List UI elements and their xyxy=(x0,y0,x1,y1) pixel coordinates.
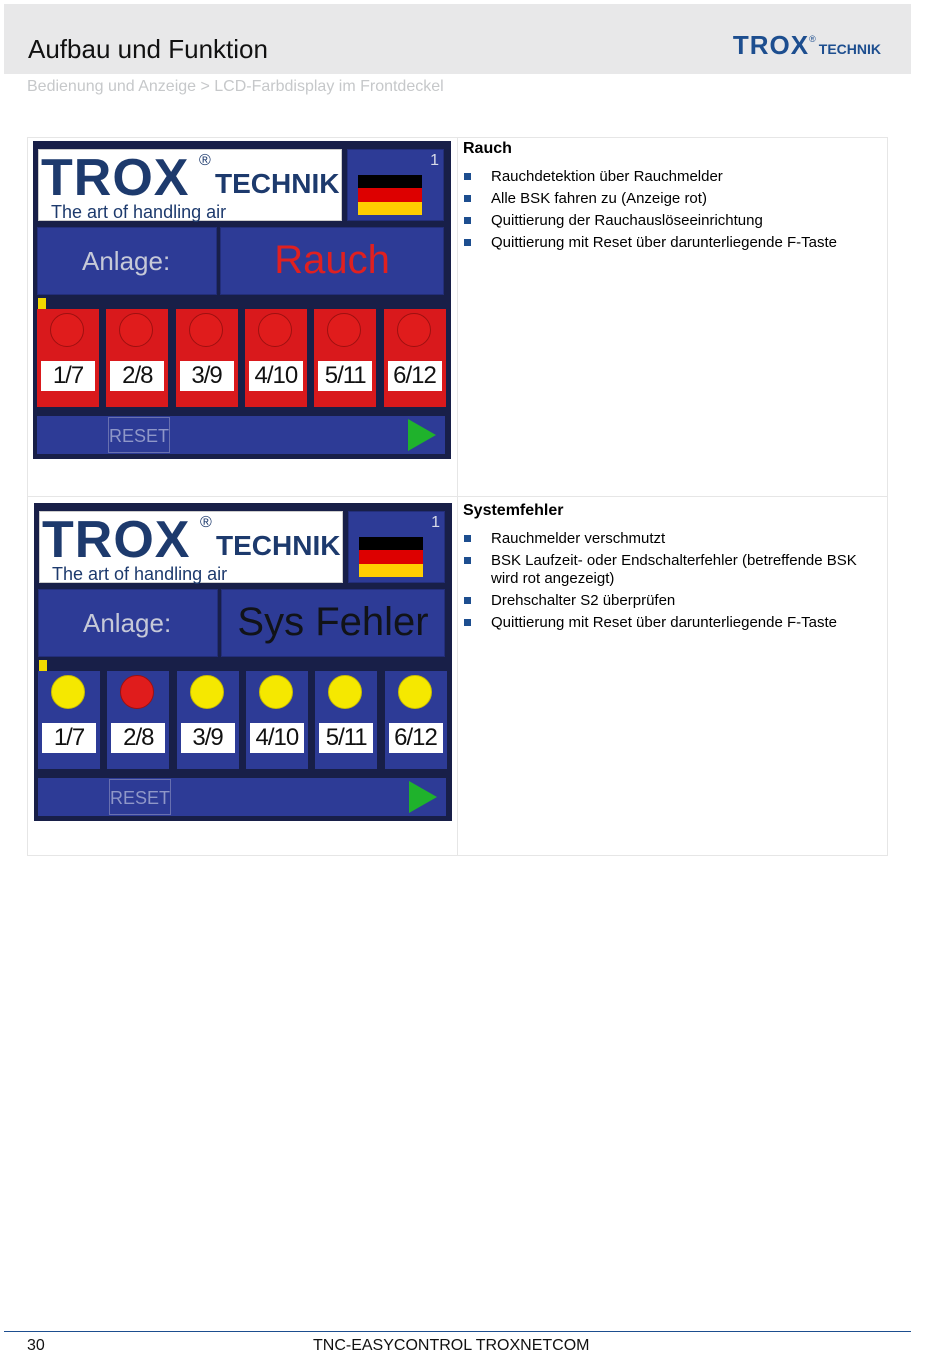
list-item xyxy=(463,530,883,548)
description-systemfehler xyxy=(463,502,883,636)
zone-label: 6/12 xyxy=(388,361,442,391)
list-item xyxy=(463,190,883,208)
page-title: Aufbau und Funktion xyxy=(28,34,268,64)
status-lamp-icon xyxy=(327,313,361,347)
logo-technik-text: TECHNIK xyxy=(216,530,341,561)
german-flag-icon xyxy=(359,537,423,577)
zone-tile[interactable] xyxy=(246,671,308,769)
list-item-text: Quittierung mit Reset über darunterliegende F-Taste xyxy=(491,234,838,251)
zone-label: 3/9 xyxy=(181,723,235,753)
list-item xyxy=(463,212,883,230)
logo-trox-text: TROX xyxy=(42,511,191,569)
language-selector[interactable] xyxy=(347,149,444,221)
logo-trox-text: TROX xyxy=(41,149,190,207)
status-lamp-icon xyxy=(259,675,293,709)
zone-label: 3/9 xyxy=(180,361,234,391)
status-text: Sys Fehler xyxy=(237,600,429,644)
zone-tile[interactable] xyxy=(245,309,307,407)
zone-tile[interactable] xyxy=(176,309,238,407)
description-rauch xyxy=(463,140,883,256)
status-lamp-icon xyxy=(120,675,154,709)
reset-button[interactable]: RESET xyxy=(108,417,170,453)
logo-tagline: The art of handling air xyxy=(52,564,228,584)
reset-bar xyxy=(37,416,445,454)
list-item-text: Quittierung mit Reset über darunterliegende F-Taste xyxy=(491,614,838,631)
anlage-label: Anlage: xyxy=(82,246,171,276)
list-item-text: Drehschalter S2 überprüfen xyxy=(491,592,676,609)
status-lamp-icon xyxy=(119,313,153,347)
lcd-display-sysfehler xyxy=(34,503,452,821)
description-list xyxy=(463,530,883,632)
bullet-icon xyxy=(464,173,471,180)
status-text: Rauch xyxy=(274,238,390,282)
bullet-icon xyxy=(464,597,471,604)
status-box xyxy=(220,227,444,295)
footer-divider xyxy=(4,1331,911,1332)
zone-label: 6/12 xyxy=(389,723,443,753)
list-item xyxy=(463,552,871,588)
page-number: 30 xyxy=(27,1337,45,1354)
column-divider xyxy=(457,138,458,855)
list-item-text: Alle BSK fahren zu (Anzeige rot) xyxy=(491,190,707,207)
status-box xyxy=(221,589,445,657)
zone-tile[interactable] xyxy=(384,309,446,407)
anlage-label: Anlage: xyxy=(83,608,172,638)
trox-logo-box xyxy=(39,511,343,583)
zone-tile[interactable] xyxy=(315,671,377,769)
reset-bar xyxy=(38,778,446,816)
reset-button[interactable]: RESET xyxy=(109,779,171,815)
status-lamp-icon xyxy=(258,313,292,347)
status-lamp-icon xyxy=(51,675,85,709)
list-item xyxy=(463,614,883,632)
bullet-icon xyxy=(464,239,471,246)
bullet-icon xyxy=(464,557,471,564)
description-title: Systemfehler xyxy=(463,502,564,519)
list-item-text: Rauchdetektion über Rauchmelder xyxy=(491,168,723,185)
description-title: Rauch xyxy=(463,140,512,157)
zone-tile[interactable] xyxy=(177,671,239,769)
logo-tagline: The art of handling air xyxy=(51,202,227,222)
zone-tile[interactable] xyxy=(314,309,376,407)
page-header xyxy=(4,4,911,74)
zone-tile[interactable] xyxy=(385,671,447,769)
zone-label: 4/10 xyxy=(250,723,304,753)
status-lamp-icon xyxy=(328,675,362,709)
anlage-box xyxy=(37,227,217,295)
breadcrumb: Bedienung und Anzeige > LCD-Farbdisplay im Frontdeckel xyxy=(27,78,444,95)
language-number: 1 xyxy=(431,514,440,531)
logo-technik-text: TECHNIK xyxy=(215,168,340,199)
list-item-text: Quittierung der Rauchauslöseeinrichtung xyxy=(491,212,763,229)
zone-tile[interactable] xyxy=(107,671,169,769)
document-title: TNC-EASYCONTROL TROXNETCOM xyxy=(313,1337,590,1354)
zone-tile[interactable] xyxy=(38,671,100,769)
zone-label: 5/11 xyxy=(318,361,372,391)
bullet-icon xyxy=(464,619,471,626)
play-arrow-icon[interactable] xyxy=(409,781,437,813)
brand-registered-mark: ® xyxy=(809,34,816,44)
status-lamp-icon xyxy=(190,675,224,709)
zone-label: 1/7 xyxy=(42,723,96,753)
zone-label: 1/7 xyxy=(41,361,95,391)
trox-logo-box xyxy=(38,149,342,221)
brand-name: TROX xyxy=(732,30,810,60)
logo-registered-mark: ® xyxy=(200,514,212,531)
brand-logo xyxy=(733,30,881,61)
language-number: 1 xyxy=(430,152,439,169)
anlage-box xyxy=(38,589,218,657)
zone-label: 5/11 xyxy=(319,723,373,753)
german-flag-icon xyxy=(358,175,422,215)
lcd-display-rauch xyxy=(33,141,451,459)
status-lamp-icon xyxy=(189,313,223,347)
logo-registered-mark: ® xyxy=(199,152,211,169)
list-item xyxy=(463,592,883,610)
zone-tile[interactable] xyxy=(37,309,99,407)
list-item xyxy=(463,168,883,186)
status-lamp-icon xyxy=(397,313,431,347)
zone-label: 2/8 xyxy=(110,361,164,391)
list-item xyxy=(463,234,883,252)
brand-subname: TECHNIK xyxy=(818,41,881,57)
bullet-icon xyxy=(464,195,471,202)
description-list xyxy=(463,168,883,252)
list-item-text: Rauchmelder verschmutzt xyxy=(491,530,666,547)
status-lamp-icon xyxy=(398,675,432,709)
list-item-text: BSK Laufzeit- oder Endschalterfehler (betreffende BSK wird rot angezeigt) xyxy=(491,552,857,587)
zone-tile[interactable] xyxy=(106,309,168,407)
status-lamp-icon xyxy=(50,313,84,347)
zone-label: 4/10 xyxy=(249,361,303,391)
language-selector[interactable] xyxy=(348,511,445,583)
play-arrow-icon[interactable] xyxy=(408,419,436,451)
bullet-icon xyxy=(464,217,471,224)
zone-label: 2/8 xyxy=(111,723,165,753)
bullet-icon xyxy=(464,535,471,542)
